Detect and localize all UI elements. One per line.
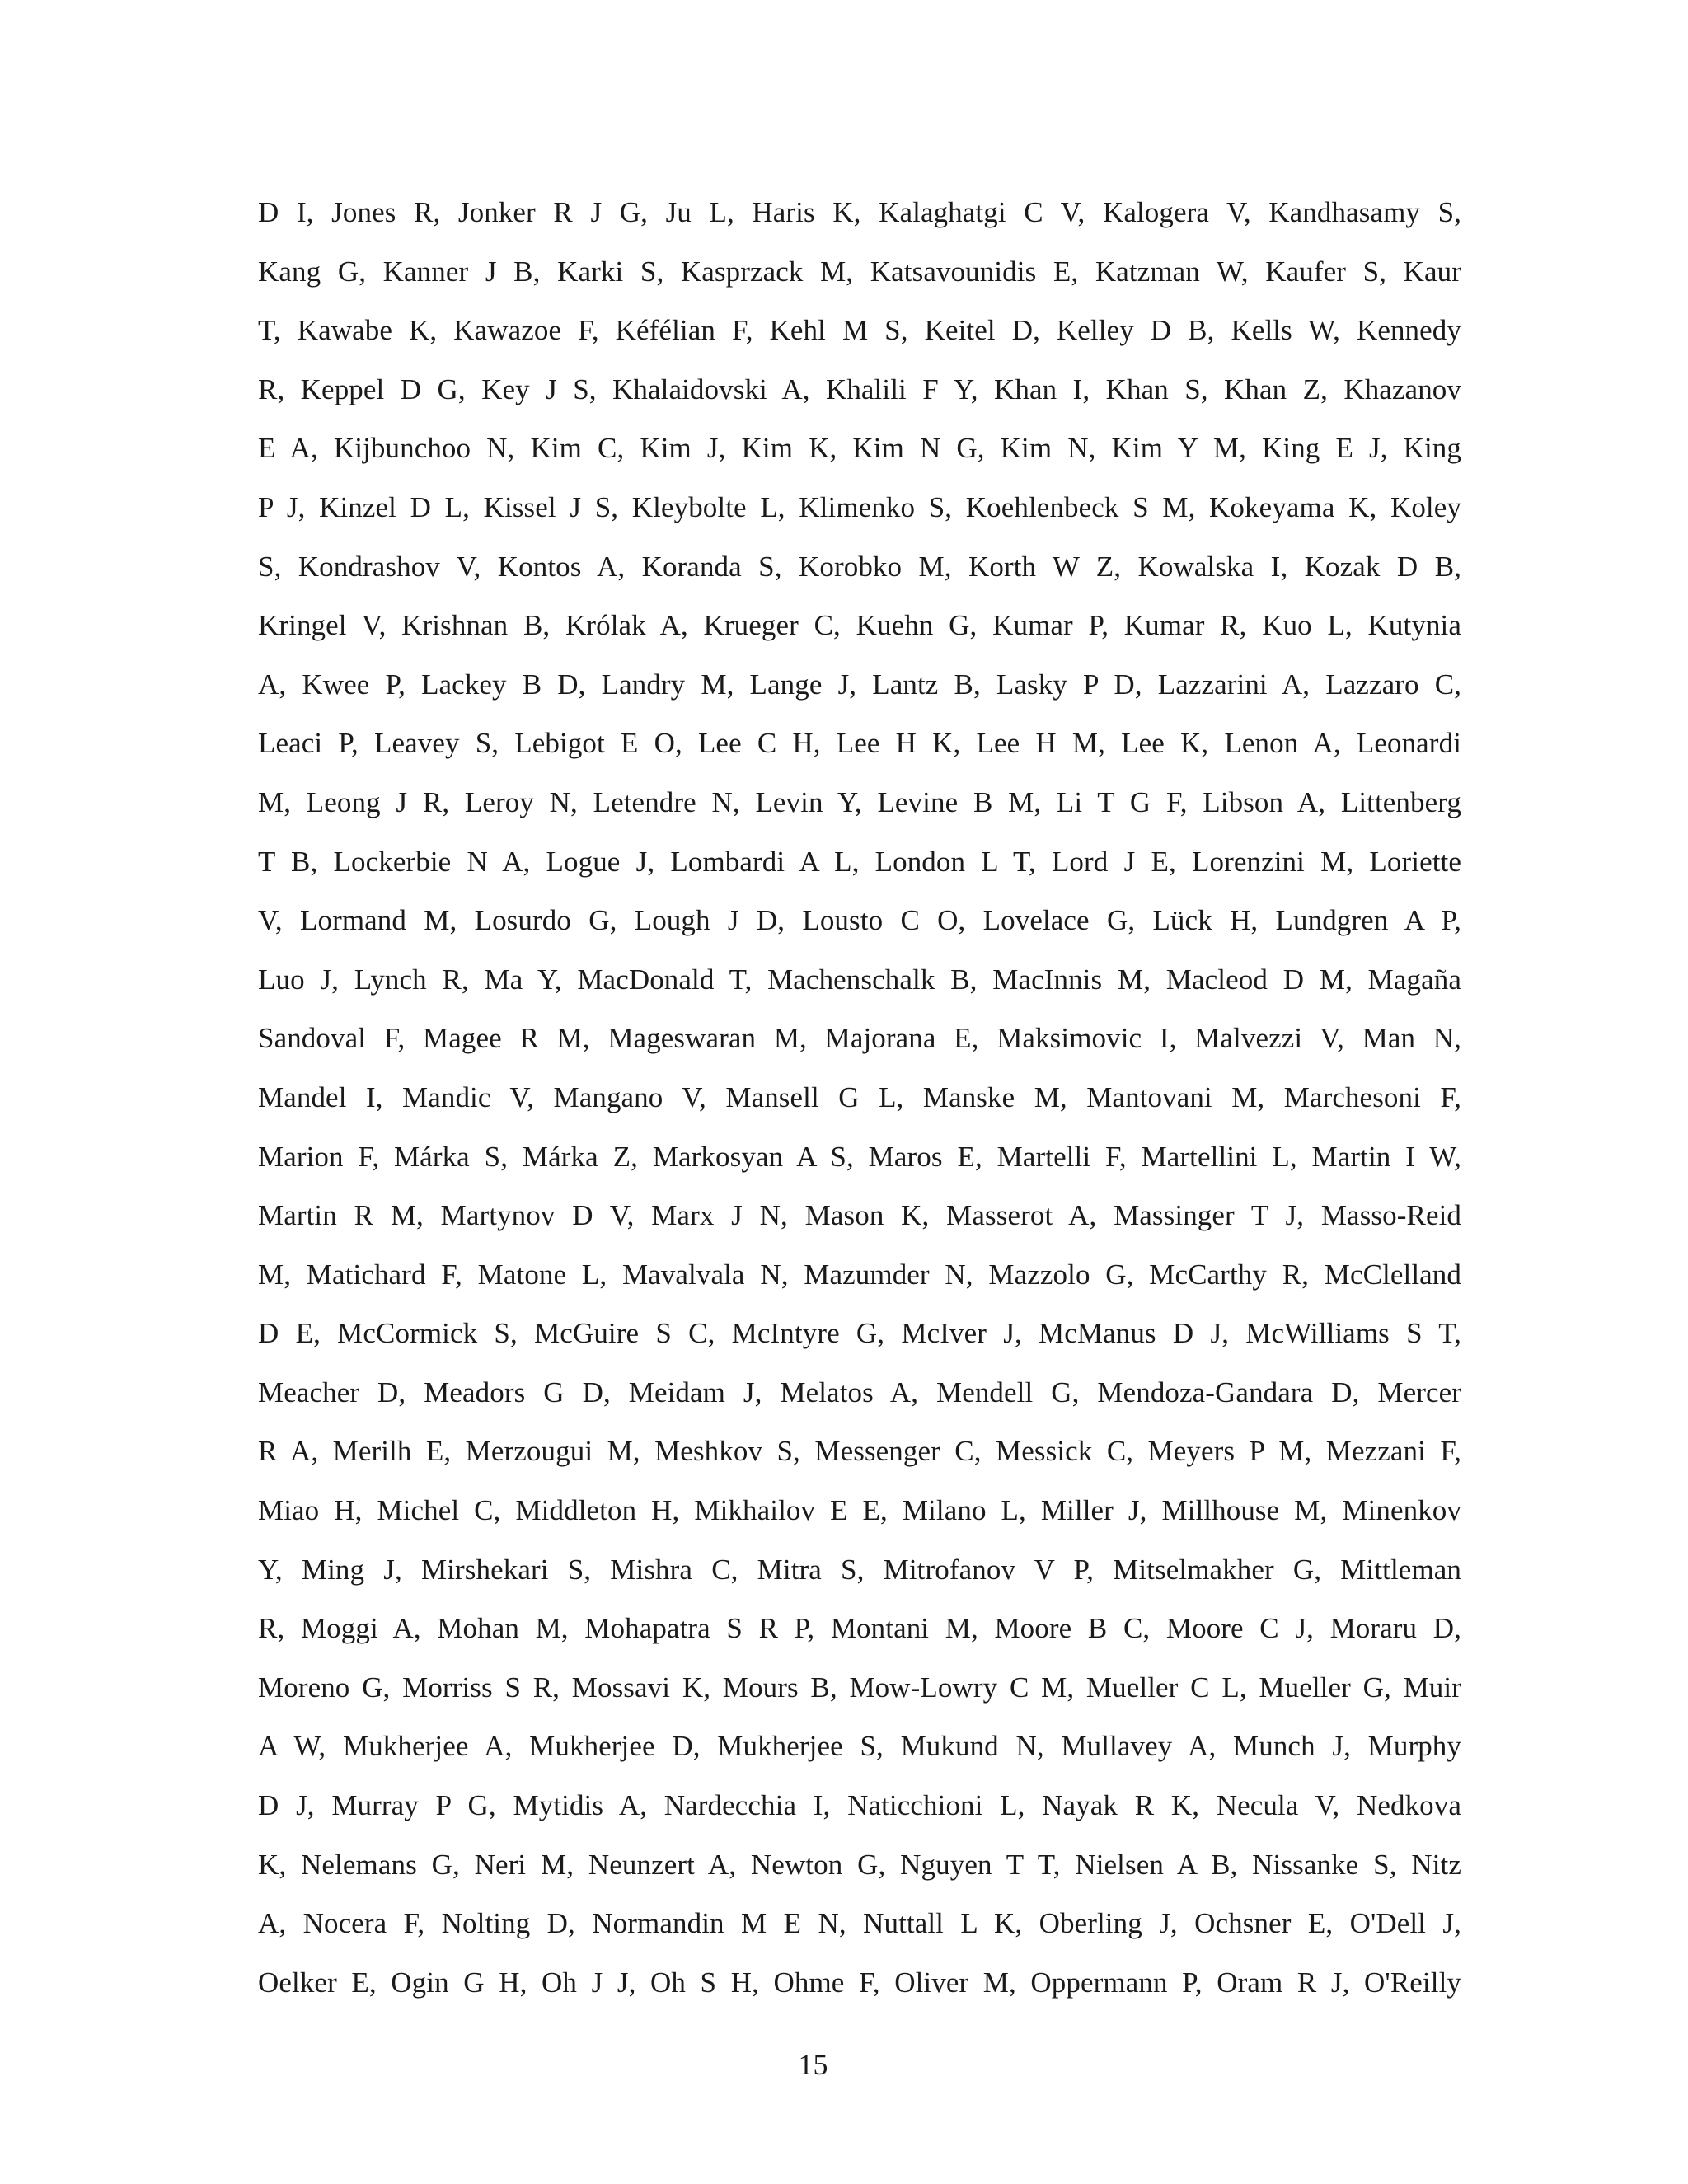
- text-line: A, Kwee P, Lackey B D, Landry M, Lange J, Lantz B, Lasky P D, Lazzarini A, Lazzaro C,: [258, 668, 1461, 701]
- text-line: R, Keppel D G, Key J S, Khalaidovski A, Khalili F Y, Khan I, Khan S, Khan Z, Khazanov: [258, 373, 1461, 405]
- text-line: A W, Mukherjee A, Mukherjee D, Mukherjee S, Mukund N, Mullavey A, Munch J, Murphy: [258, 1730, 1461, 1763]
- text-line: P J, Kinzel D L, Kissel J S, Kleybolte L, Klimenko S, Koehlenbeck S M, Kokeyama K, Koley: [258, 490, 1461, 523]
- text-line: K, Nelemans G, Neri M, Neunzert A, Newton G, Nguyen T T, Nielsen A B, Nissanke S, Nitz: [258, 1848, 1461, 1881]
- text-line: Y, Ming J, Mirshekari S, Mishra C, Mitra S, Mitrofanov V P, Mitselmakher G, Mittleman: [258, 1553, 1461, 1586]
- text-line: Moreno G, Morriss S R, Mossavi K, Mours B, Mow-Lowry C M, Mueller C L, Mueller G, Muir: [258, 1671, 1461, 1704]
- text-line: Oelker E, Ogin G H, Oh J J, Oh S H, Ohme F, Oliver M, Oppermann P, Oram R J, O'Reilly: [258, 1966, 1461, 1999]
- text-line: Miao H, Michel C, Middleton H, Mikhailov E E, Milano L, Miller J, Millhouse M, Minenkov: [258, 1494, 1461, 1527]
- text-line: Marion F, Márka S, Márka Z, Markosyan A S, Maros E, Martelli F, Martellini L, Martin I W,: [258, 1140, 1461, 1173]
- author-list: [258, 183, 1461, 2012]
- text-line: T B, Lockerbie N A, Logue J, Lombardi A L, London L T, Lord J E, Lorenzini M, Loriette: [258, 845, 1461, 878]
- text-line: Leaci P, Leavey S, Lebigot E O, Lee C H, Lee H K, Lee H M, Lee K, Lenon A, Leonardi: [258, 727, 1461, 760]
- text-line: Martin R M, Martynov D V, Marx J N, Mason K, Masserot A, Massinger T J, Masso-Reid: [258, 1199, 1461, 1232]
- text-line: E A, Kijbunchoo N, Kim C, Kim J, Kim K, Kim N G, Kim N, Kim Y M, King E J, King: [258, 432, 1461, 465]
- text-line: D E, McCormick S, McGuire S C, McIntyre G, McIver J, McManus D J, McWilliams S T,: [258, 1317, 1461, 1350]
- text-line: D I, Jones R, Jonker R J G, Ju L, Haris K, Kalaghatgi C V, Kalogera V, Kandhasamy S,: [258, 196, 1461, 228]
- text-line: Meacher D, Meadors G D, Meidam J, Melatos A, Mendell G, Mendoza-Gandara D, Mercer: [258, 1376, 1461, 1408]
- text-line: S, Kondrashov V, Kontos A, Koranda S, Korobko M, Korth W Z, Kowalska I, Kozak D B,: [258, 550, 1461, 583]
- text-line: D J, Murray P G, Mytidis A, Nardecchia I, Naticchioni L, Nayak R K, Necula V, Nedkova: [258, 1789, 1461, 1822]
- text-line: Mandel I, Mandic V, Mangano V, Mansell G L, Manske M, Mantovani M, Marchesoni F,: [258, 1080, 1461, 1113]
- text-line: R A, Merilh E, Merzougui M, Meshkov S, Messenger C, Messick C, Meyers P M, Mezzani F,: [258, 1435, 1461, 1468]
- text-line: M, Leong J R, Leroy N, Letendre N, Levin Y, Levine B M, Li T G F, Libson A, Littenberg: [258, 785, 1461, 818]
- text-line: V, Lormand M, Losurdo G, Lough J D, Lousto C O, Lovelace G, Lück H, Lundgren A P,: [258, 904, 1461, 937]
- text-line: Luo J, Lynch R, Ma Y, MacDonald T, Machenschalk B, MacInnis M, Macleod D M, Magaña: [258, 963, 1461, 996]
- text-line: Kang G, Kanner J B, Karki S, Kasprzack M, Katsavounidis E, Katzman W, Kaufer S, Kaur: [258, 255, 1461, 288]
- text-line: Sandoval F, Magee R M, Mageswaran M, Majorana E, Maksimovic I, Malvezzi V, Man N,: [258, 1022, 1461, 1055]
- page-number: 15: [798, 2048, 828, 2081]
- text-line: T, Kawabe K, Kawazoe F, Kéfélian F, Kehl M S, Keitel D, Kelley D B, Kells W, Kennedy: [258, 314, 1461, 347]
- text-line: M, Matichard F, Matone L, Mavalvala N, Mazumder N, Mazzolo G, McCarthy R, McClelland: [258, 1258, 1461, 1291]
- text-line: A, Nocera F, Nolting D, Normandin M E N, Nuttall L K, Oberling J, Ochsner E, O'Dell J,: [258, 1907, 1461, 1940]
- text-line: Kringel V, Krishnan B, Królak A, Krueger C, Kuehn G, Kumar P, Kumar R, Kuo L, Kutynia: [258, 609, 1461, 642]
- text-line: R, Moggi A, Mohan M, Mohapatra S R P, Montani M, Moore B C, Moore C J, Moraru D,: [258, 1612, 1461, 1645]
